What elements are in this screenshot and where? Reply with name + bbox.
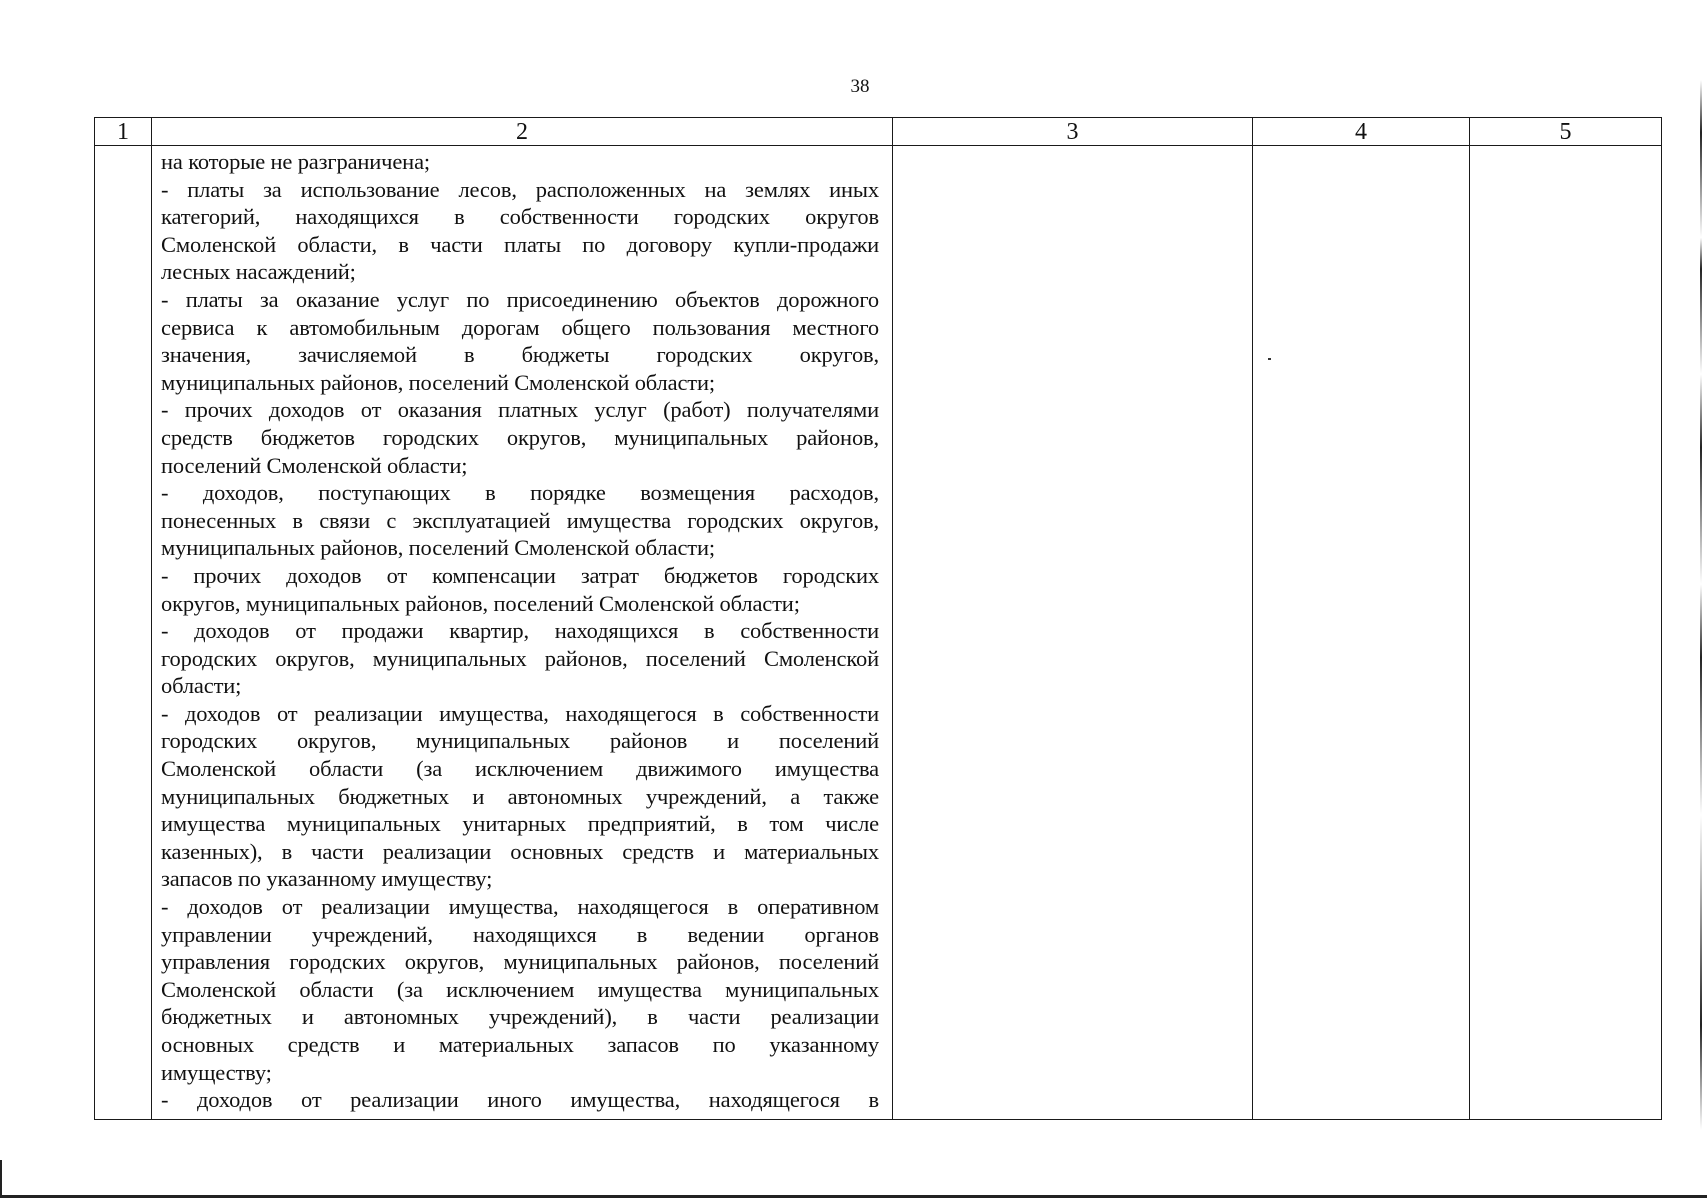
text-line: округов, муниципальных районов, поселений Смоленской области; [161, 590, 800, 616]
text-line: Смоленской области (за исключением движимого имущества [161, 756, 879, 782]
text-line: муниципальных районов, поселений Смоленской области; [161, 369, 715, 395]
column-header-5: 5 [1470, 118, 1662, 146]
text-line: запасов по указанному имуществу; [161, 866, 493, 892]
text-line: городских округов, муниципальных районов и поселений [161, 728, 879, 754]
text-line: управления городских округов, муниципальных районов, поселений [161, 949, 879, 975]
text-line: - доходов от реализации имущества, находящегося в собственности [161, 700, 879, 726]
text-line: сервиса к автомобильным дорогам общего пользования местного [161, 314, 879, 340]
cell-col-3 [893, 146, 1253, 1120]
page-number: 38 [850, 76, 870, 97]
text-line: имуществу; [161, 1059, 272, 1085]
text-line: муниципальных районов, поселений Смоленской области; [161, 535, 715, 561]
column-header-4: 4 [1253, 118, 1470, 146]
text-line: категорий, находящихся в собственности городских округов [161, 204, 879, 230]
table-header-row [95, 118, 1662, 146]
column-header-2: 2 [152, 118, 893, 146]
scan-edge-left [0, 1160, 2, 1195]
cell-col-1 [95, 146, 152, 1120]
text-line: на которые не разграничена; [161, 149, 431, 174]
text-line: лесных насаждений; [161, 259, 356, 285]
column-header-1: 1 [95, 118, 152, 146]
income-sources-list [161, 148, 879, 1114]
text-line: - платы за оказание услуг по присоединению объектов дорожного [161, 286, 879, 312]
text-line: - прочих доходов от оказания платных услуг (работ) получателями [161, 397, 879, 423]
text-line: - доходов, поступающих в порядке возмещения расходов, [161, 480, 879, 506]
text-line: поселений Смоленской области; [161, 452, 468, 478]
text-line: Смоленской области, в части платы по договору купли-продажи [161, 231, 879, 257]
scan-edge-right [1700, 80, 1702, 1130]
text-line: управлении учреждений, находящихся в ведении органов [161, 921, 879, 947]
text-line: муниципальных бюджетных и автономных учреждений, а также [161, 783, 879, 809]
text-line: значения, зачисляемой в бюджеты городских округов, [161, 342, 879, 368]
column-header-3: 3 [893, 118, 1253, 146]
text-line: - доходов от реализации имущества, находящегося в оперативном [161, 894, 879, 920]
text-line: средств бюджетов городских округов, муниципальных районов, [161, 424, 879, 450]
text-line: - платы за использование лесов, расположенных на землях иных [161, 176, 879, 202]
text-line: - прочих доходов от компенсации затрат бюджетов городских [161, 562, 879, 588]
text-line: понесенных в связи с эксплуатацией имущества городских округов, [161, 507, 879, 533]
budget-table [94, 117, 1662, 1120]
text-line: - доходов от продажи квартир, находящихся в собственности [161, 618, 879, 644]
cell-col-5 [1470, 146, 1662, 1120]
scan-edge-bottom [0, 1195, 1707, 1198]
text-line: городских округов, муниципальных районов, поселений Смоленской [161, 645, 879, 671]
text-line: области; [161, 673, 242, 699]
scan-speck [1268, 358, 1271, 360]
text-line: - доходов от реализации иного имущества, находящегося в [161, 1087, 879, 1113]
text-line: Смоленской области (за исключением имущества муниципальных [161, 976, 879, 1002]
text-line: основных средств и материальных запасов по указанному [161, 1032, 879, 1057]
cell-col-4 [1253, 146, 1470, 1120]
text-line: имущества муниципальных унитарных предприятий, в том числе [161, 811, 879, 837]
table-row [95, 146, 1662, 1120]
text-line: казенных), в части реализации основных средств и материальных [161, 838, 879, 864]
text-line: бюджетных и автономных учреждений), в части реализации [161, 1004, 879, 1030]
cell-col-2-text [152, 146, 893, 1120]
